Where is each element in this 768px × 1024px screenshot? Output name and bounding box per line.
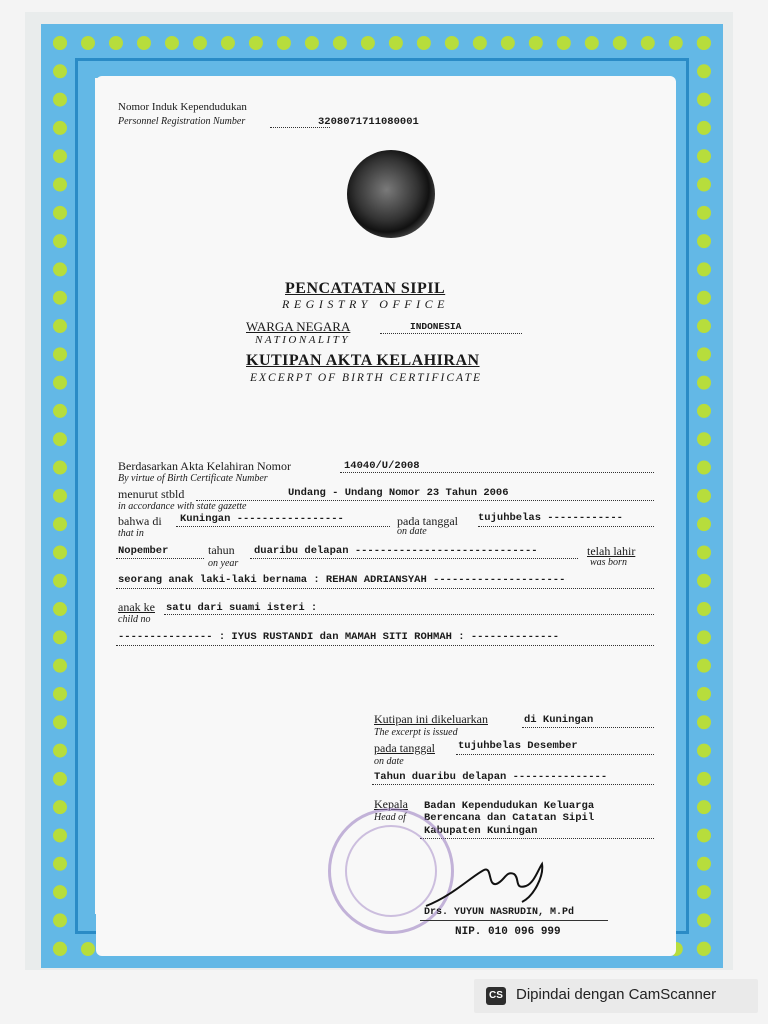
- cert-label-en: By virtue of Birth Certificate Number: [118, 473, 268, 484]
- nik-value: 3208071711080001: [318, 116, 419, 128]
- hologram-seal: [347, 150, 435, 238]
- registry-title: PENCATATAN SIPIL: [285, 280, 446, 297]
- issued-label-en: The excerpt is issued: [374, 727, 458, 738]
- camscanner-icon: CS: [486, 987, 506, 1005]
- stbld-label: menurut stbld: [118, 487, 185, 501]
- excerpt-title: KUTIPAN AKTA KELAHIRAN: [246, 352, 480, 369]
- nationality-dotline: [380, 333, 522, 334]
- date-dotline: [478, 526, 654, 527]
- issued-label: Kutipan ini dikeluarkan: [374, 712, 488, 726]
- issue-year-dotline: [372, 784, 654, 785]
- year-dotline: [250, 558, 578, 559]
- nik-label: Nomor Induk Kependudukan: [118, 101, 247, 113]
- born-label-en: was born: [590, 557, 627, 568]
- date-label-en: on date: [397, 526, 427, 537]
- born-label: telah lahir: [587, 544, 636, 558]
- camscanner-watermark: [474, 979, 758, 1013]
- child-no-label: anak ke: [118, 600, 155, 614]
- at-dotline: [176, 526, 390, 527]
- nationality-label-en: NATIONALITY: [255, 334, 350, 346]
- at-value: Kuningan -----------------: [180, 513, 344, 525]
- at-label: bahwa di: [118, 514, 162, 528]
- office-line-2: Berencana dan Catatan Sipil: [424, 812, 595, 824]
- date-value: tujuhbelas ------------: [478, 512, 623, 524]
- registry-title-en: REGISTRY OFFICE: [282, 297, 449, 311]
- issued-value: di Kuningan: [524, 714, 594, 726]
- issue-date-dotline: [456, 754, 654, 755]
- cert-label: Berdasarkan Akta Kelahiran Nomor: [118, 459, 291, 473]
- parents-dotline: [116, 645, 654, 646]
- child-no-value: satu dari suami isteri :: [166, 602, 318, 614]
- child-dotline: [116, 588, 654, 589]
- office-line-3: Kabupaten Kuningan: [424, 825, 538, 837]
- excerpt-title-en: EXCERPT OF BIRTH CERTIFICATE: [250, 372, 483, 384]
- year-label: tahun: [208, 543, 235, 557]
- head-label: Kepala: [374, 797, 408, 811]
- issue-year-value: Tahun duaribu delapan ---------------: [374, 771, 608, 783]
- stbld-dotline: [196, 500, 654, 501]
- camscanner-text: Dipindai dengan CamScanner: [516, 986, 717, 1003]
- signature: [422, 856, 552, 912]
- nip-value: NIP. 010 096 999: [455, 926, 561, 938]
- nik-dotline: [270, 127, 330, 128]
- stbld-label-en: in accordance with state gazette: [118, 501, 247, 512]
- at-label-en: that in: [118, 528, 144, 539]
- month-value: Nopember: [118, 545, 169, 557]
- head-label-en: Head of: [374, 812, 406, 823]
- cert-value: 14040/U/2008: [344, 460, 420, 472]
- year-value: duaribu delapan -----------------------------: [254, 545, 538, 557]
- issued-dotline: [522, 727, 654, 728]
- nationality-value: INDONESIA: [410, 321, 462, 332]
- stbld-value: Undang - Undang Nomor 23 Tahun 2006: [288, 487, 509, 499]
- year-label-en: on year: [208, 558, 239, 569]
- issue-date-label: pada tanggal: [374, 741, 435, 755]
- official-name-underline: [420, 920, 608, 921]
- parents-line: --------------- : IYUS RUSTANDI dan MAMAH SITI ROHMAH : --------------: [118, 631, 560, 643]
- official-name: Drs. YUYUN NASRUDIN, M.Pd: [424, 907, 575, 918]
- nationality-label: WARGA NEGARA: [246, 319, 351, 334]
- child-name-line: seorang anak laki-laki bernama : REHAN ADRIANSYAH ---------------------: [118, 574, 566, 586]
- cert-dotline: [340, 472, 654, 473]
- office-line-1: Badan Kependudukan Keluarga: [424, 800, 595, 812]
- child-no-dotline: [164, 614, 654, 615]
- child-no-label-en: child no: [118, 614, 151, 625]
- office-dotline: [420, 838, 654, 839]
- date-label: pada tanggal: [397, 514, 458, 528]
- month-dotline: [116, 558, 204, 559]
- issue-date-label-en: on date: [374, 756, 404, 767]
- nik-label-en: Personnel Registration Number: [118, 116, 246, 127]
- issue-date-value: tujuhbelas Desember: [458, 740, 578, 752]
